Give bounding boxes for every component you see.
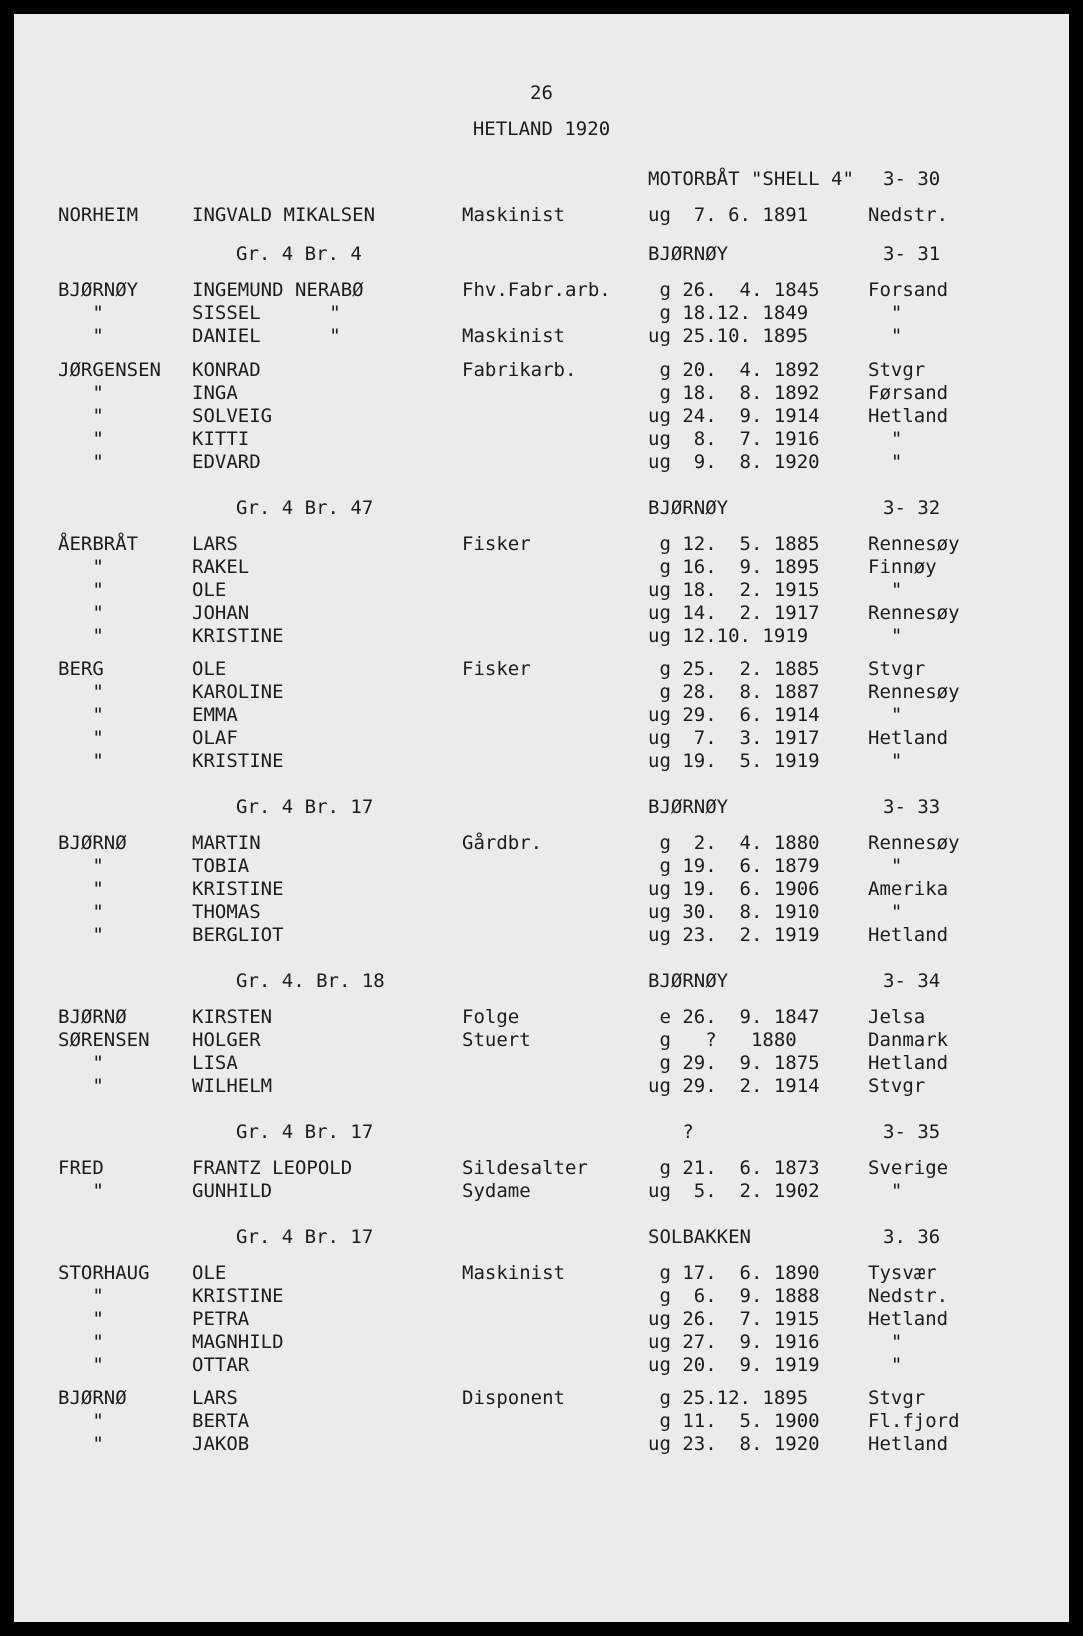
record-place: Stvgr (868, 658, 926, 680)
record-date: g 11. 5. 1900 (648, 1410, 820, 1432)
section-number: 3- 32 (883, 497, 941, 519)
record-surname: " (58, 382, 104, 404)
record-surname: " (58, 556, 104, 578)
record-surname: BJØRNØ (58, 1387, 127, 1409)
record-place: " (868, 579, 903, 601)
record-given-name: OLE (192, 658, 227, 680)
record-occupation: Stuert (462, 1029, 531, 1051)
record-surname: " (58, 924, 104, 946)
record-place: Stvgr (868, 1075, 926, 1097)
record-place: " (868, 325, 903, 347)
record-date: g 25.12. 1895 (648, 1387, 809, 1409)
record-occupation: Folge (462, 1006, 520, 1028)
record-surname: " (58, 901, 104, 923)
record-occupation: Fisker (462, 533, 531, 555)
record-given-name: KITTI (192, 428, 250, 450)
record-surname: " (58, 579, 104, 601)
record-surname: " (58, 750, 104, 772)
record-surname: NORHEIM (58, 204, 139, 226)
record-given-name: INGEMUND NERABØ (192, 279, 364, 301)
record-surname: " (58, 1285, 104, 1307)
record-given-name: OTTAR (192, 1354, 250, 1376)
record-given-name: FRANTZ LEOPOLD (192, 1157, 353, 1179)
record-given-name: HOLGER (192, 1029, 261, 1051)
record-given-name: INGVALD MIKALSEN (192, 204, 376, 226)
record-place: Stvgr (868, 1387, 926, 1409)
record-surname: JØRGENSEN (58, 359, 161, 381)
record-place: Danmark (868, 1029, 949, 1051)
record-surname: " (58, 1075, 104, 1097)
record-place: Hetland (868, 1308, 949, 1330)
document-page (14, 14, 1069, 1622)
record-date: g 16. 9. 1895 (648, 556, 820, 578)
record-date: g 29. 9. 1875 (648, 1052, 820, 1074)
record-given-name: WILHELM (192, 1075, 273, 1097)
record-place: " (868, 451, 903, 473)
record-surname: ÅERBRÅT (58, 533, 139, 555)
record-place: " (868, 625, 903, 647)
record-place: Finnøy (868, 556, 937, 578)
record-place: Førsand (868, 382, 949, 404)
record-place: Stvgr (868, 359, 926, 381)
record-occupation: Fabrikarb. (462, 359, 577, 381)
record-given-name: SOLVEIG (192, 405, 273, 427)
section-number: 3- 31 (883, 243, 941, 265)
section-group: Gr. 4 Br. 17 (236, 1226, 374, 1248)
record-place: Hetland (868, 1433, 949, 1455)
record-surname: " (58, 1308, 104, 1330)
record-surname: " (58, 704, 104, 726)
record-given-name: JAKOB (192, 1433, 250, 1455)
record-surname: " (58, 428, 104, 450)
record-date: ug 24. 9. 1914 (648, 405, 820, 427)
section-number: 3- 30 (883, 168, 941, 190)
record-place: " (868, 750, 903, 772)
record-occupation: Disponent (462, 1387, 565, 1409)
record-place: " (868, 855, 903, 877)
section-group: Gr. 4 Br. 47 (236, 497, 374, 519)
section-group: Gr. 4 Br. 17 (236, 796, 374, 818)
record-given-name: BERGLIOT (192, 924, 284, 946)
record-place: Jelsa (868, 1006, 926, 1028)
record-surname: " (58, 625, 104, 647)
section-group: Gr. 4. Br. 18 (236, 970, 385, 992)
record-date: ug 27. 9. 1916 (648, 1331, 820, 1353)
record-surname: FRED (58, 1157, 104, 1179)
record-place: Fl.fjord (868, 1410, 960, 1432)
page-number: 26 (530, 82, 553, 104)
record-surname: " (58, 302, 104, 324)
record-surname: " (58, 878, 104, 900)
record-given-name: KRISTINE (192, 750, 284, 772)
record-date: ug 23. 8. 1920 (648, 1433, 820, 1455)
record-place: Nedstr. (868, 1285, 949, 1307)
record-surname: BERG (58, 658, 104, 680)
record-date: ug 26. 7. 1915 (648, 1308, 820, 1330)
record-given-name: KRISTINE (192, 625, 284, 647)
record-occupation: Maskinist (462, 204, 565, 226)
record-given-name: KRISTINE (192, 878, 284, 900)
record-given-name: MAGNHILD (192, 1331, 284, 1353)
record-occupation: Maskinist (462, 325, 565, 347)
record-place: Forsand (868, 279, 949, 301)
section-location: MOTORBÅT "SHELL 4" (648, 168, 854, 190)
record-surname: STORHAUG (58, 1262, 150, 1284)
page-title: HETLAND 1920 (472, 118, 611, 140)
record-surname: " (58, 1410, 104, 1432)
record-date: ug 20. 9. 1919 (648, 1354, 820, 1376)
record-surname: " (58, 405, 104, 427)
section-location: SOLBAKKEN (648, 1226, 751, 1248)
record-place: " (868, 704, 903, 726)
section-number: 3- 34 (883, 970, 941, 992)
record-given-name: RAKEL (192, 556, 250, 578)
record-surname: " (58, 1180, 104, 1202)
record-given-name: KIRSTEN (192, 1006, 273, 1028)
section-location: ? (648, 1121, 694, 1143)
record-place: Hetland (868, 924, 949, 946)
record-place: Hetland (868, 405, 949, 427)
record-given-name: MARTIN (192, 832, 261, 854)
record-date: g 18. 8. 1892 (648, 382, 820, 404)
section-location: BJØRNØY (648, 243, 729, 265)
record-surname: " (58, 1052, 104, 1074)
record-date: ug 25.10. 1895 (648, 325, 809, 347)
record-given-name: KRISTINE (192, 1285, 284, 1307)
record-given-name: EMMA (192, 704, 238, 726)
section-number: 3. 36 (883, 1226, 941, 1248)
record-place: Rennesøy (868, 681, 960, 703)
record-given-name: LISA (192, 1052, 238, 1074)
record-given-name: GUNHILD (192, 1180, 273, 1202)
record-given-name: DANIEL " (192, 325, 341, 347)
record-date: ug 14. 2. 1917 (648, 602, 820, 624)
record-surname: " (58, 727, 104, 749)
record-date: ug 18. 2. 1915 (648, 579, 820, 601)
record-date: g 25. 2. 1885 (648, 658, 820, 680)
record-given-name: OLE (192, 1262, 227, 1284)
section-number: 3- 33 (883, 796, 941, 818)
record-place: " (868, 1354, 903, 1376)
record-occupation: Sildesalter (462, 1157, 588, 1179)
record-surname: " (58, 325, 104, 347)
record-date: ug 19. 6. 1906 (648, 878, 820, 900)
record-date: g 21. 6. 1873 (648, 1157, 820, 1179)
record-place: " (868, 901, 903, 923)
record-occupation: Maskinist (462, 1262, 565, 1284)
record-given-name: JOHAN (192, 602, 250, 624)
record-date: g 28. 8. 1887 (648, 681, 820, 703)
record-date: ug 9. 8. 1920 (648, 451, 820, 473)
record-date: ug 8. 7. 1916 (648, 428, 820, 450)
record-given-name: INGA (192, 382, 238, 404)
record-date: ug 30. 8. 1910 (648, 901, 820, 923)
record-date: ug 12.10. 1919 (648, 625, 809, 647)
record-place: Hetland (868, 727, 949, 749)
record-given-name: EDVARD (192, 451, 261, 473)
record-place: " (868, 428, 903, 450)
record-given-name: PETRA (192, 1308, 250, 1330)
record-place: Sverige (868, 1157, 949, 1179)
section-location: BJØRNØY (648, 796, 729, 818)
record-occupation: Fhv.Fabr.arb. (462, 279, 611, 301)
record-surname: SØRENSEN (58, 1029, 150, 1051)
record-date: ug 29. 2. 1914 (648, 1075, 820, 1097)
section-location: BJØRNØY (648, 970, 729, 992)
record-place: " (868, 302, 903, 324)
record-given-name: OLE (192, 579, 227, 601)
record-surname: " (58, 1354, 104, 1376)
record-given-name: SISSEL " (192, 302, 341, 324)
record-surname: BJØRNØ (58, 832, 127, 854)
record-given-name: THOMAS (192, 901, 261, 923)
record-place: Rennesøy (868, 533, 960, 555)
record-given-name: LARS (192, 533, 238, 555)
record-place: Rennesøy (868, 602, 960, 624)
record-place: " (868, 1180, 903, 1202)
record-given-name: LARS (192, 1387, 238, 1409)
record-surname: " (58, 1331, 104, 1353)
record-date: ug 19. 5. 1919 (648, 750, 820, 772)
record-surname: " (58, 451, 104, 473)
section-group: Gr. 4 Br. 17 (236, 1121, 374, 1143)
section-group: Gr. 4 Br. 4 (236, 243, 362, 265)
record-given-name: TOBIA (192, 855, 250, 877)
record-place: Hetland (868, 1052, 949, 1074)
record-place: " (868, 1331, 903, 1353)
record-occupation: Sydame (462, 1180, 531, 1202)
record-surname: BJØRNØ (58, 1006, 127, 1028)
record-surname: " (58, 602, 104, 624)
record-date: g 2. 4. 1880 (648, 832, 820, 854)
record-place: Nedstr. (868, 204, 949, 226)
record-date: g ? 1880 (648, 1029, 797, 1051)
record-place: Tysvær (868, 1262, 937, 1284)
record-given-name: KONRAD (192, 359, 261, 381)
record-place: Amerika (868, 878, 949, 900)
record-date: g 18.12. 1849 (648, 302, 809, 324)
record-surname: " (58, 681, 104, 703)
section-location: BJØRNØY (648, 497, 729, 519)
record-date: ug 29. 6. 1914 (648, 704, 820, 726)
record-date: ug 23. 2. 1919 (648, 924, 820, 946)
record-given-name: OLAF (192, 727, 238, 749)
record-place: Rennesøy (868, 832, 960, 854)
record-date: ug 7. 6. 1891 (648, 204, 809, 226)
record-surname: " (58, 1433, 104, 1455)
record-surname: BJØRNØY (58, 279, 139, 301)
record-date: g 12. 5. 1885 (648, 533, 820, 555)
record-date: ug 7. 3. 1917 (648, 727, 820, 749)
record-date: g 19. 6. 1879 (648, 855, 820, 877)
record-occupation: Gårdbr. (462, 832, 543, 854)
record-date: g 20. 4. 1892 (648, 359, 820, 381)
record-date: g 6. 9. 1888 (648, 1285, 820, 1307)
record-given-name: KAROLINE (192, 681, 284, 703)
record-date: ug 5. 2. 1902 (648, 1180, 820, 1202)
record-occupation: Fisker (462, 658, 531, 680)
record-date: g 17. 6. 1890 (648, 1262, 820, 1284)
record-date: g 26. 4. 1845 (648, 279, 820, 301)
record-date: e 26. 9. 1847 (648, 1006, 820, 1028)
record-given-name: BERTA (192, 1410, 250, 1432)
section-number: 3- 35 (883, 1121, 941, 1143)
record-surname: " (58, 855, 104, 877)
